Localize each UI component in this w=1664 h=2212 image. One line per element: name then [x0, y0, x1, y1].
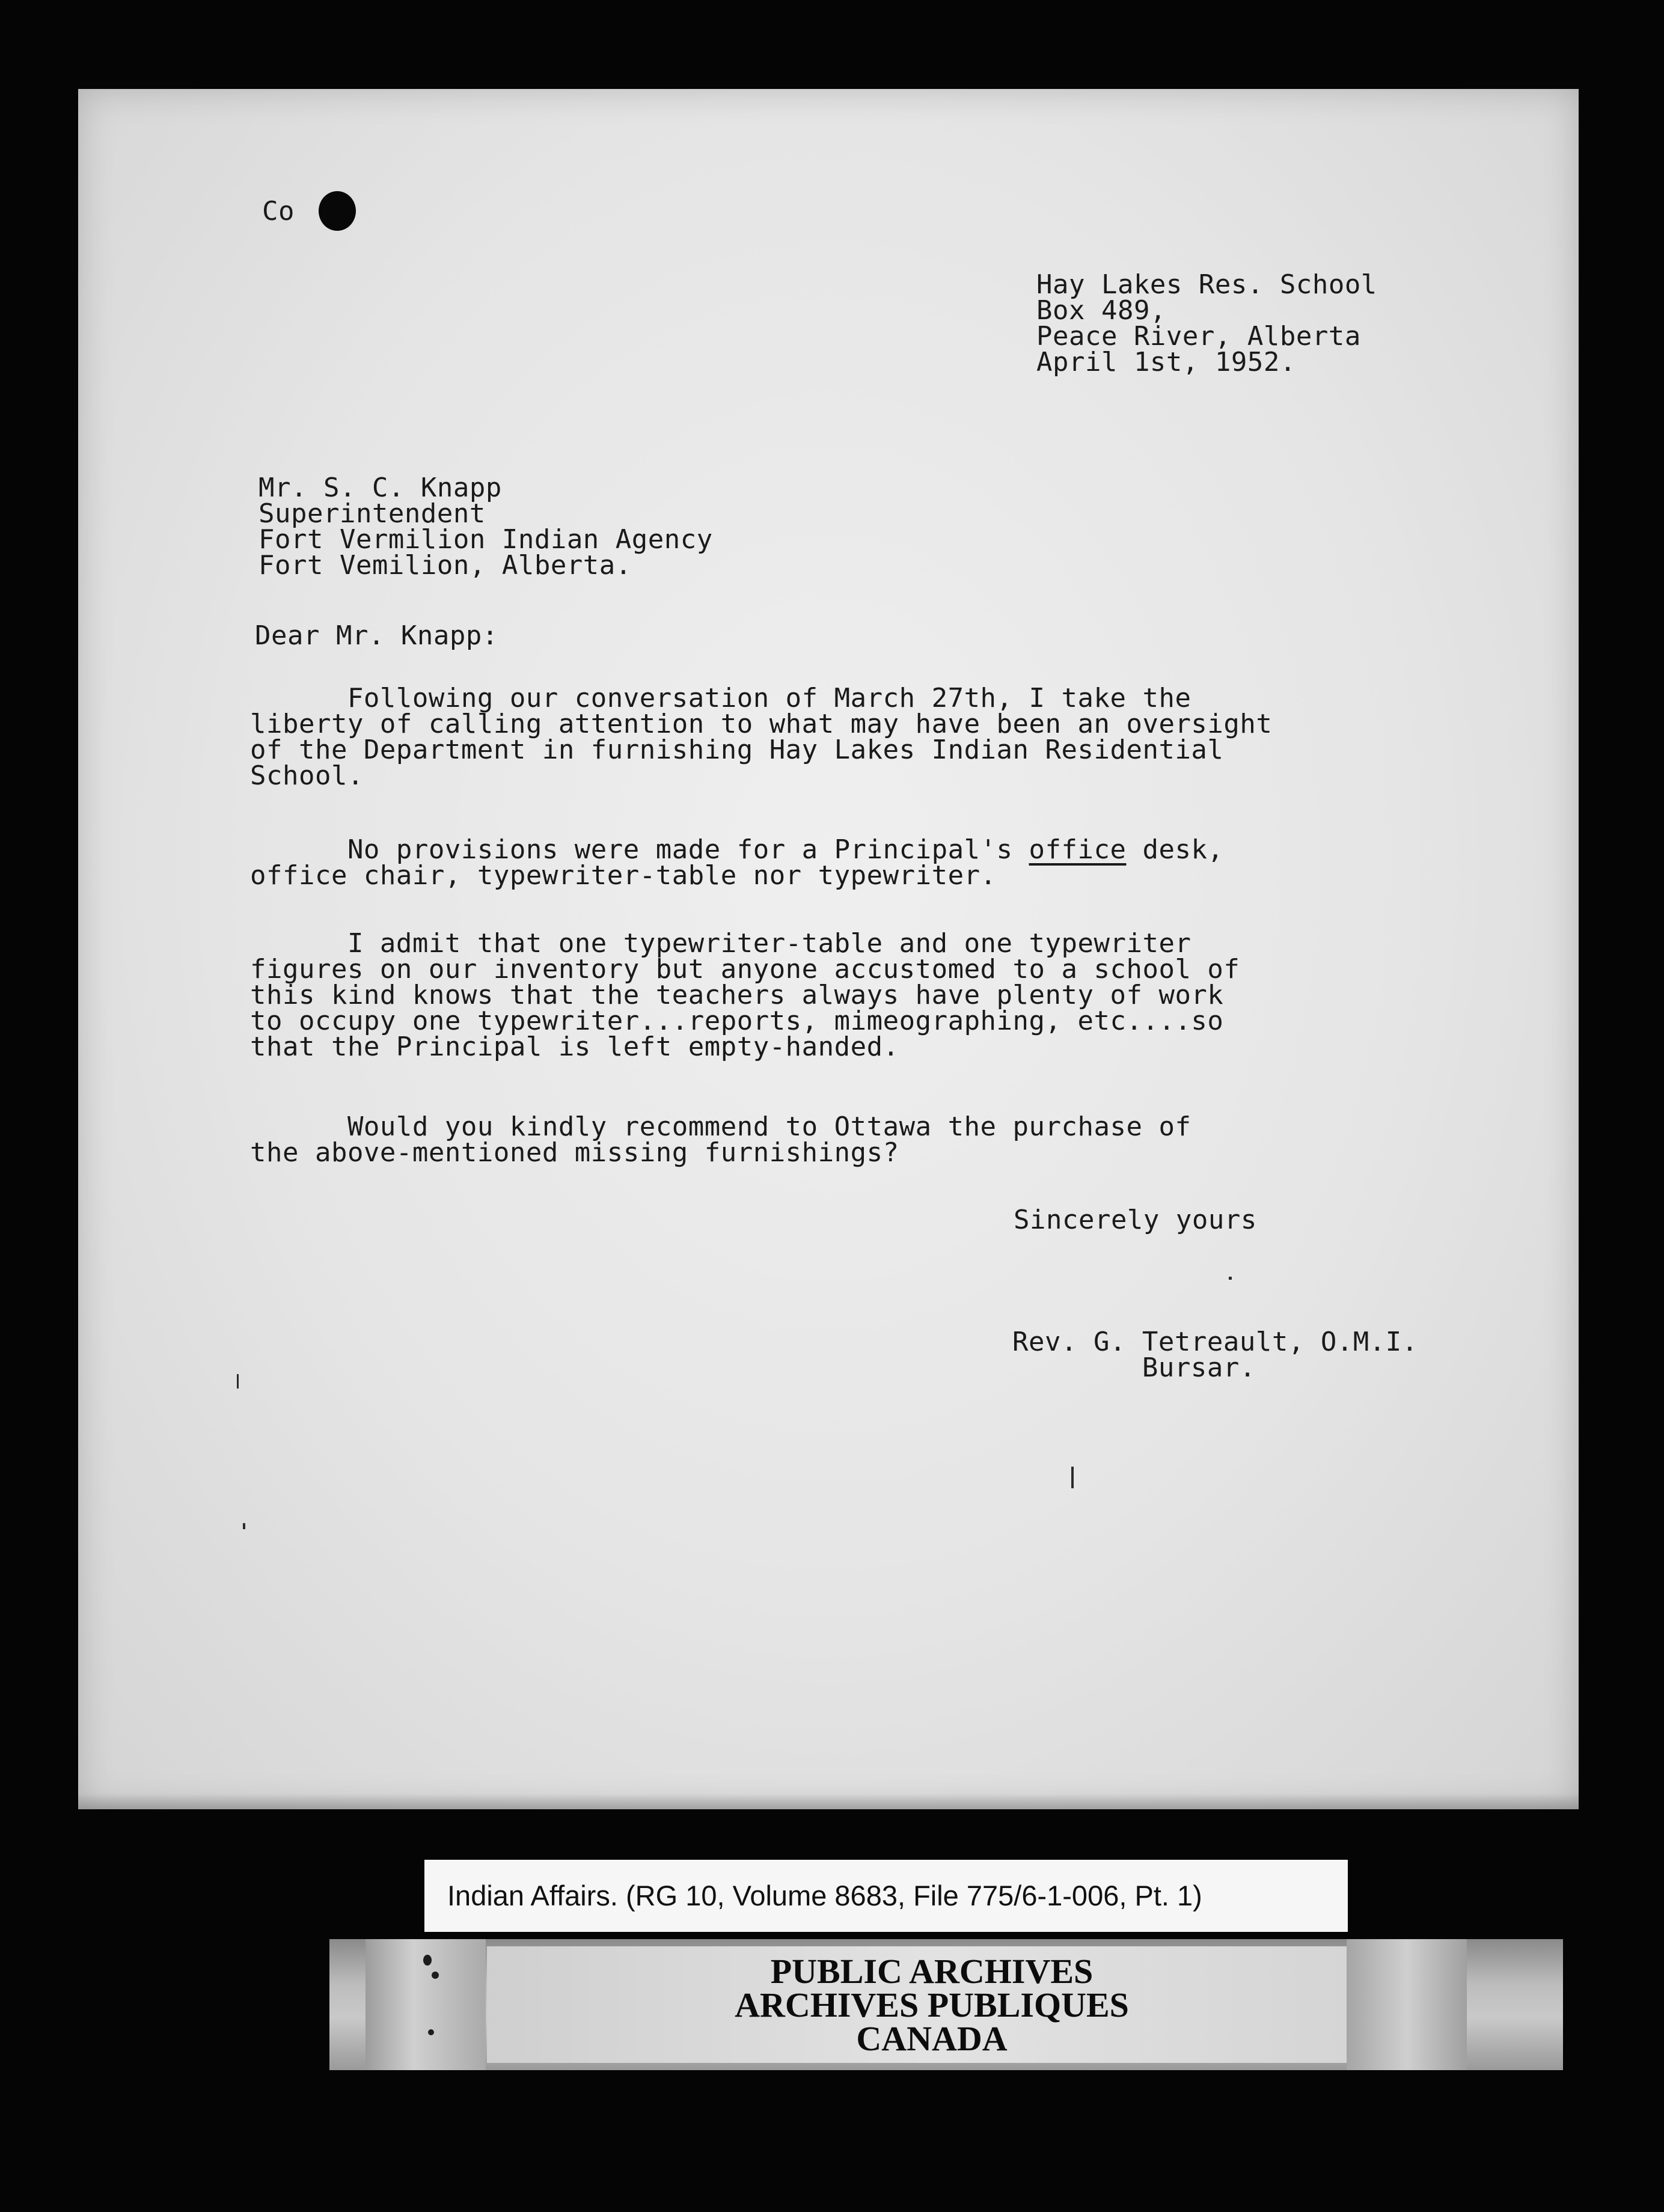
stray-mark: [237, 1374, 239, 1389]
signer-name: Rev. G. Tetreault, O.M.I.: [1012, 1327, 1418, 1357]
archive-reference-label: [424, 1860, 1348, 1932]
archive-stamp: [487, 1946, 1377, 2063]
tape-blot: [428, 2029, 434, 2035]
sender-line: Box 489,: [1036, 295, 1166, 326]
recipient-line: Fort Vemilion, Alberta.: [258, 550, 632, 581]
archive-reference: Indian Affairs. (RG 10, Volume 8683, File 775/6-1-006, Pt. 1): [447, 1880, 1202, 1911]
paragraph-line: Following our conversation of March 27th, I take the: [250, 683, 1191, 713]
recipient-address: [258, 472, 713, 581]
paragraph-line: Would you kindly recommend to Ottawa the purchase of: [250, 1111, 1191, 1142]
paragraph-line: liberty of calling attention to what may have been an oversight: [250, 709, 1273, 739]
signer-title: Bursar.: [1012, 1352, 1256, 1383]
paragraph-line: this kind knows that the teachers always have plenty of work: [250, 980, 1224, 1010]
signature-block: [1012, 1329, 1418, 1381]
recipient-line: Mr. S. C. Knapp: [258, 472, 502, 503]
stamp-line: PUBLIC ARCHIVES: [770, 1952, 1094, 1991]
letter-date: April 1st, 1952.: [1036, 347, 1296, 377]
paragraph-line: School.: [250, 760, 364, 791]
stray-mark: [1071, 1467, 1074, 1488]
copy-mark: Co: [262, 196, 295, 227]
paper-bottom-edge: [78, 1794, 1579, 1809]
archive-stamp-strip: [329, 1939, 1563, 2070]
tape-right: [1347, 1939, 1467, 2070]
underlined-word: office: [1029, 834, 1127, 865]
closing: Sincerely yours: [1014, 1205, 1257, 1235]
recipient-line: Superintendent: [258, 498, 486, 529]
sender-line: Hay Lakes Res. School: [1036, 269, 1377, 300]
paragraph-line: the above-mentioned missing furnishings?: [250, 1137, 899, 1168]
stamp-line: ARCHIVES PUBLIQUES: [735, 1985, 1129, 2024]
paragraph-line-end: desk,: [1126, 834, 1224, 865]
paragraph-line: to occupy one typewriter...reports, mimeographing, etc....so: [250, 1006, 1224, 1036]
body-paragraph: [250, 834, 1224, 891]
salutation: Dear Mr. Knapp:: [255, 620, 498, 651]
punch-hole: [319, 191, 356, 231]
body-paragraph: [250, 685, 1272, 789]
paragraph-line: office chair, typewriter-table nor typewriter.: [250, 860, 997, 891]
stray-mark: [1229, 1277, 1232, 1280]
paragraph-line-start: No provisions were made for a Principal's: [250, 834, 1029, 865]
archive-stamp-text: [487, 1952, 1377, 2058]
tape-blot: [432, 1972, 439, 1979]
recipient-line: Fort Vermilion Indian Agency: [258, 524, 713, 555]
body-paragraph: [250, 1111, 1191, 1168]
paragraph-line: figures on our inventory but anyone accustomed to a school of: [250, 954, 1240, 985]
paragraph-line: of the Department in furnishing Hay Lakes Indian Residential: [250, 735, 1224, 765]
body-paragraph: [250, 930, 1240, 1060]
tape-blot: [423, 1955, 432, 1966]
tape-left: [366, 1939, 486, 2070]
sender-line: Peace River, Alberta: [1036, 321, 1361, 352]
stray-mark: [243, 1523, 245, 1529]
paragraph-line: I admit that one typewriter-table and one typewriter: [250, 928, 1191, 959]
paragraph-line: that the Principal is left empty-handed.: [250, 1031, 899, 1062]
sender-address: [1036, 269, 1377, 377]
stamp-line: CANADA: [856, 2019, 1008, 2058]
